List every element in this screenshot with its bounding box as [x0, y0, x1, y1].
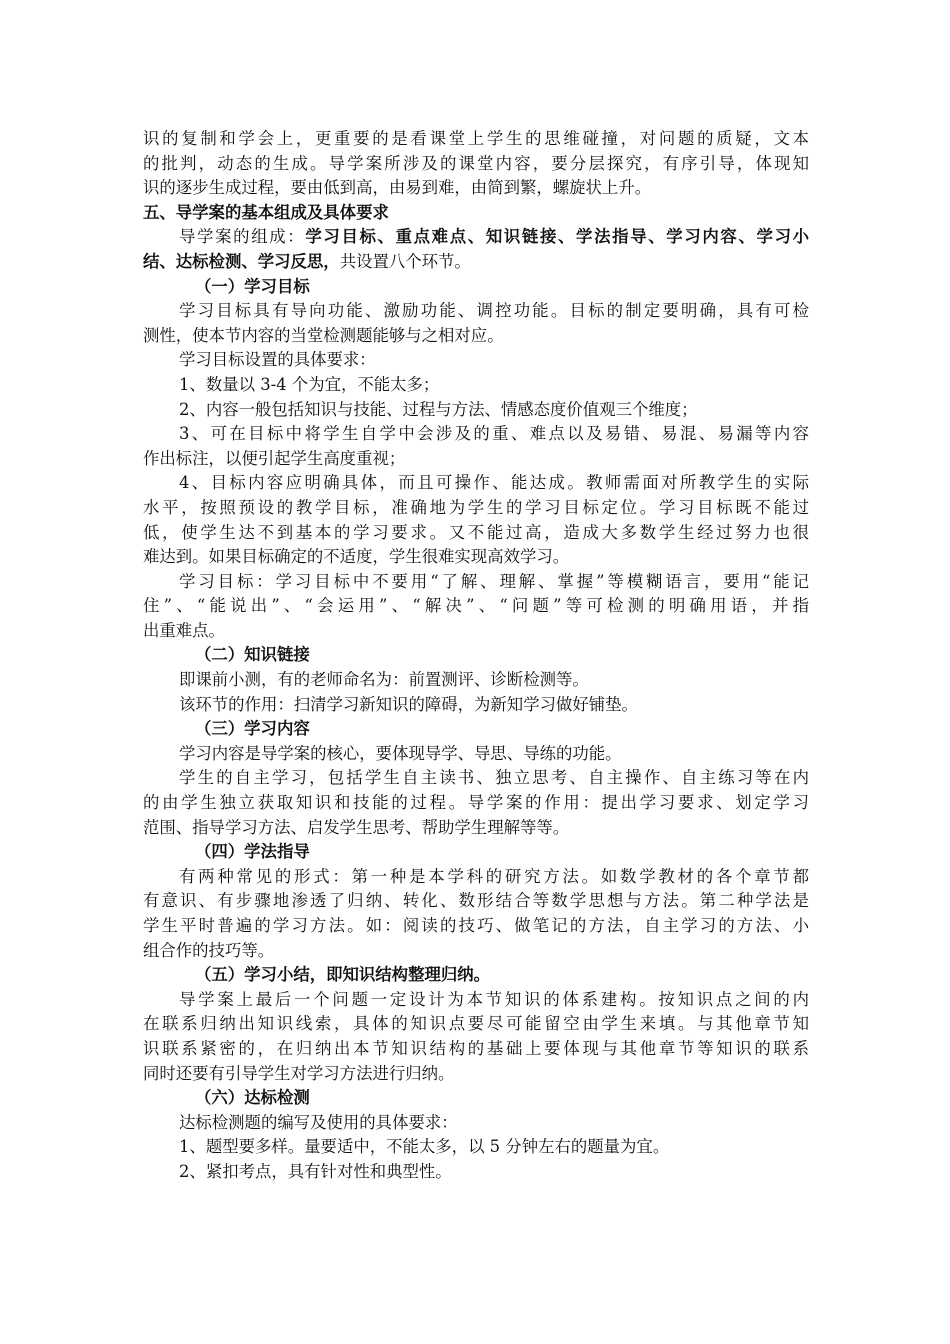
text-span: 导学案的组成： — [179, 227, 306, 247]
paragraph-line: 难达到。如果目标确定的不适度，学生很难实现高效学习。 — [143, 547, 570, 567]
paragraph-line: 组合作的技巧等。 — [143, 940, 275, 960]
subsection-heading-6: （六）达标检测 — [195, 1088, 310, 1108]
list-item: 1、数量以 3-4 个为宜，不能太多； — [179, 374, 440, 394]
subsection-heading-2: （二）知识链接 — [195, 645, 310, 665]
paragraph-line: 识的逐步生成过程，要由低到高，由易到难，由简到繁，螺旋状上升。 — [143, 178, 652, 198]
paragraph-line — [143, 225, 809, 250]
paragraph-line: 该环节的作用：扫清学习新知识的障碍，为新知学习做好铺垫。 — [179, 694, 638, 714]
list-item: 4、目标内容应明确具体，而且可操作、能达成。教师需面对所教学生的实际 — [179, 473, 809, 493]
paragraph-line: 水平，按照预设的教学目标，准确地为学生的学习目标定位。学习目标既不能过 — [143, 497, 809, 517]
bold-components: 学习目标、重点难点、知识链接、学法指导、学习内容、学习小 — [305, 227, 810, 247]
paragraph-line: 学习目标：学习目标中不要用“了解、理解、掌握”等模糊语言，要用“能记 — [179, 571, 809, 591]
document-page — [143, 127, 809, 1185]
section-heading-5: 五、导学案的基本组成及具体要求 — [143, 202, 389, 222]
list-item: 2、内容一般包括知识与技能、过程与方法、情感态度价值观三个维度； — [179, 399, 698, 419]
paragraph-line: 有意识、有步骤地渗透了归纳、转化、数形结合等数学思想与方法。第二种学法是 — [143, 891, 809, 911]
paragraph-line: 低，使学生达不到基本的学习要求。又不能过高，造成大多数学生经过努力也很 — [143, 522, 809, 542]
list-item: 3、可在目标中将学生自学中会涉及的重、难点以及易错、易混、易漏等内容 — [179, 424, 809, 444]
paragraph-line: 导学案上最后一个问题一定设计为本节知识的体系建构。按知识点之间的内 — [179, 989, 809, 1009]
paragraph-line: 达标检测题的编写及使用的具体要求： — [179, 1112, 458, 1132]
paragraph-line: 学生平时普遍的学习方法。如：阅读的技巧、做笔记的方法，自主学习的方法、小 — [143, 916, 809, 935]
paragraph-line: 测性，使本节内容的当堂检测题能够与之相对应。 — [143, 325, 504, 345]
paragraph-line: 识联系紧密的，在归纳出本节知识结构的基础上要体现与其他章节等知识的联系 — [143, 1038, 809, 1058]
paragraph-line: 范围、指导学习方法、启发学生思考、帮助学生理解等等。 — [143, 817, 570, 837]
paragraph-line: 住”、“能说出”、“会运用”、“解决”、“问题”等可检测的明确用语，并指 — [143, 596, 809, 616]
subsection-heading-4: （四）学法指导 — [195, 842, 310, 862]
text-span: 共设置八个环节。 — [339, 251, 471, 271]
paragraph-line: 识的复制和学会上，更重要的是看课堂上学生的思维碰撞，对问题的质疑，文本 — [143, 129, 809, 148]
paragraph-line: 学习内容是导学案的核心，要体现导学、导思、导练的功能。 — [179, 743, 622, 763]
paragraph-line: 有两种常见的形式：第一种是本学科的研究方法。如数学教材的各个章节都 — [179, 866, 809, 886]
list-item: 2、紧扣考点，具有针对性和典型性。 — [179, 1161, 452, 1181]
paragraph-line: 的批判，动态的生成。导学案所涉及的课堂内容，要分层探究，有序引导，体现知 — [143, 153, 809, 173]
subsection-heading-5: （五）学习小结，即知识结构整理归纳。 — [195, 965, 491, 985]
bold-components: 结、达标检测、学习反思， — [143, 251, 340, 271]
paragraph-line: 学生的自主学习，包括学生自主读书、独立思考、自主操作、自主练习等在内 — [179, 768, 809, 788]
subsection-heading-1: （一）学习目标 — [195, 276, 310, 296]
paragraph-line: 学习目标设置的具体要求： — [179, 350, 376, 370]
paragraph-line: 同时还要有引导学生对学习方法进行归纳。 — [143, 1063, 455, 1083]
paragraph-line: 作出标注，以便引起学生高度重视； — [143, 448, 406, 468]
paragraph-line: 即课前小测，有的老师命名为：前置测评、诊断检测等。 — [179, 670, 589, 690]
paragraph-line: 在联系归纳出知识线索，具体的知识点要尽可能留空由学生来填。与其他章节知 — [143, 1014, 809, 1034]
paragraph-line: 学习目标具有导向功能、激励功能、调控功能。目标的制定要明确，具有可检 — [179, 301, 809, 321]
paragraph-line — [143, 250, 809, 275]
paragraph-line: 的由学生独立获取知识和技能的过程。导学案的作用：提出学习要求、划定学习 — [143, 793, 809, 813]
subsection-heading-3: （三）学习内容 — [195, 719, 310, 739]
list-item: 1、题型要多样。量要适中，不能太多，以 5 分钟左右的题量为宜。 — [179, 1137, 670, 1157]
paragraph-line: 出重难点。 — [143, 620, 225, 640]
